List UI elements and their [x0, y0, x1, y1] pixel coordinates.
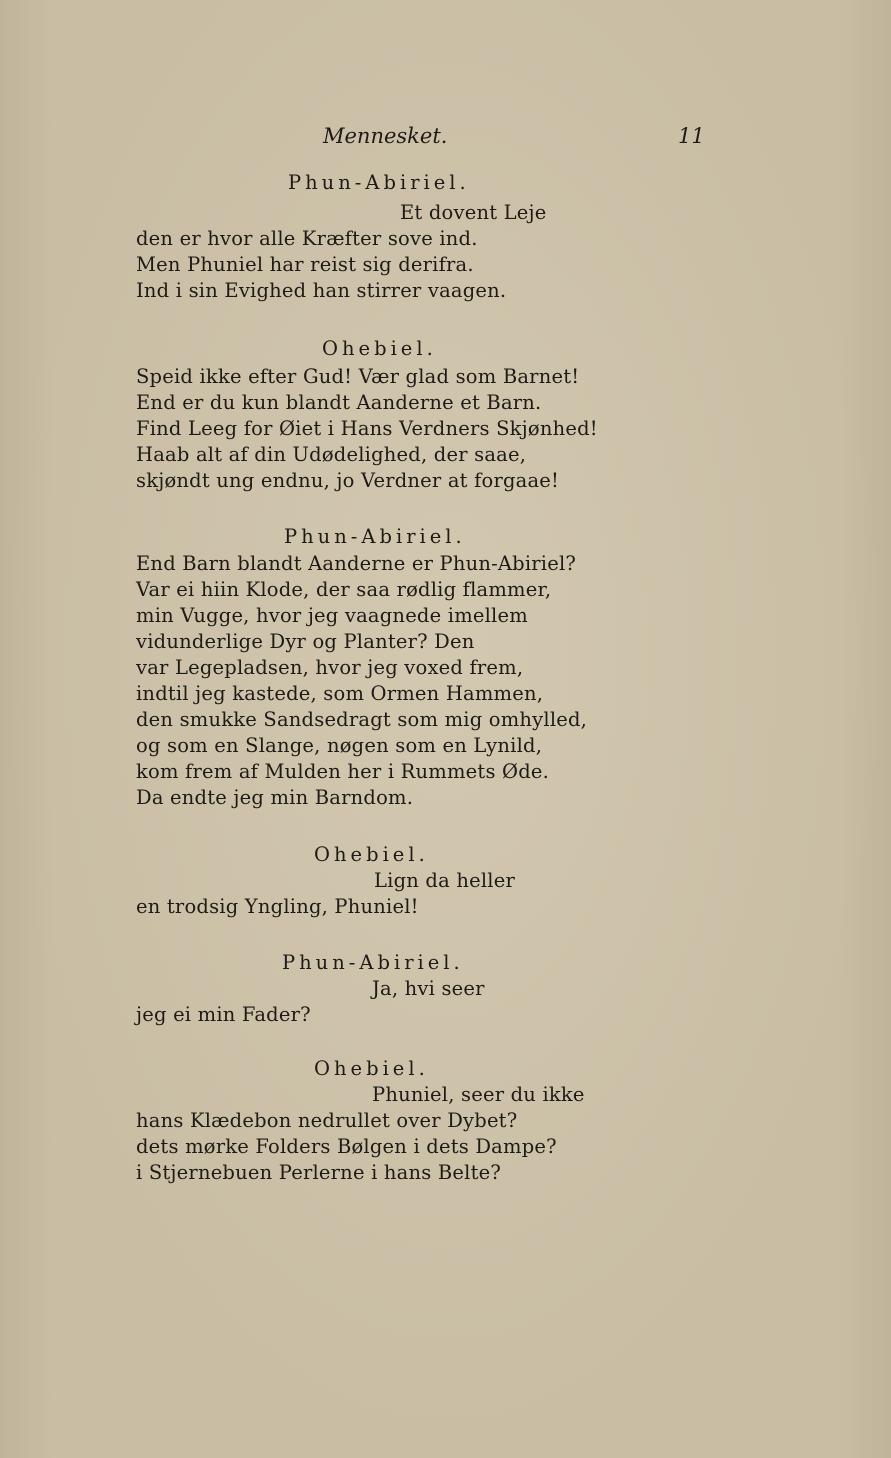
- verse-line: Var ei hiin Klode, der saa rødlig flammer,: [136, 578, 552, 601]
- verse-line: Ja, hvi seer: [372, 977, 485, 1000]
- verse-line: og som en Slange, nøgen som en Lynild,: [136, 734, 543, 757]
- speaker-name: Phun-Abiriel.: [284, 525, 466, 548]
- verse-line: Da endte jeg min Barndom.: [136, 786, 414, 809]
- verse-line: var Legepladsen, hvor jeg voxed frem,: [136, 656, 524, 679]
- verse-line: jeg ei min Fader?: [136, 1003, 311, 1026]
- speaker-name: Ohebiel.: [314, 1057, 429, 1080]
- speaker-name: Ohebiel.: [314, 843, 429, 866]
- verse-line: End er du kun blandt Aanderne et Barn.: [136, 391, 542, 414]
- verse-line: Haab alt af din Udødelighed, der saae,: [136, 443, 527, 466]
- verse-line: den smukke Sandsedragt som mig omhylled,: [136, 708, 588, 731]
- verse-line: en trodsig Yngling, Phuniel!: [136, 895, 419, 918]
- verse-line: Men Phuniel har reist sig derifra.: [136, 253, 474, 276]
- verse-line: dets mørke Folders Bølgen i dets Dampe?: [136, 1135, 557, 1158]
- speaker-name: Ohebiel.: [322, 337, 437, 360]
- verse-line: indtil jeg kastede, som Ormen Hammen,: [136, 682, 544, 705]
- verse-line: i Stjernebuen Perlerne i hans Belte?: [136, 1161, 501, 1184]
- verse-line: Et dovent Leje: [400, 201, 547, 224]
- verse-line: den er hvor alle Kræfter sove ind.: [136, 227, 478, 250]
- running-head: [0, 124, 891, 154]
- speaker-name: Phun-Abiriel.: [282, 951, 464, 974]
- verse-line: Lign da heller: [374, 869, 515, 892]
- verse-line: min Vugge, hvor jeg vaagnede imellem: [136, 604, 528, 627]
- verse-line: hans Klædebon nedrullet over Dybet?: [136, 1109, 518, 1132]
- speaker-name: Phun-Abiriel.: [288, 171, 470, 194]
- verse-line: vidunderlige Dyr og Planter? Den: [136, 630, 475, 653]
- running-title: Mennesket.: [323, 124, 448, 148]
- verse-line: kom frem af Mulden her i Rummets Øde.: [136, 760, 550, 783]
- verse-line: Ind i sin Evighed han stirrer vaagen.: [136, 279, 507, 302]
- verse-line: End Barn blandt Aanderne er Phun-Abiriel?: [136, 552, 577, 575]
- verse-line: Speid ikke efter Gud! Vær glad som Barnet!: [136, 365, 580, 388]
- verse-line: skjøndt ung endnu, jo Verdner at forgaae!: [136, 469, 560, 492]
- verse-line: Phuniel, seer du ikke: [372, 1083, 585, 1106]
- page-number: 11: [678, 124, 705, 148]
- verse-line: Find Leeg for Øiet i Hans Verdners Skjønhed!: [136, 417, 598, 440]
